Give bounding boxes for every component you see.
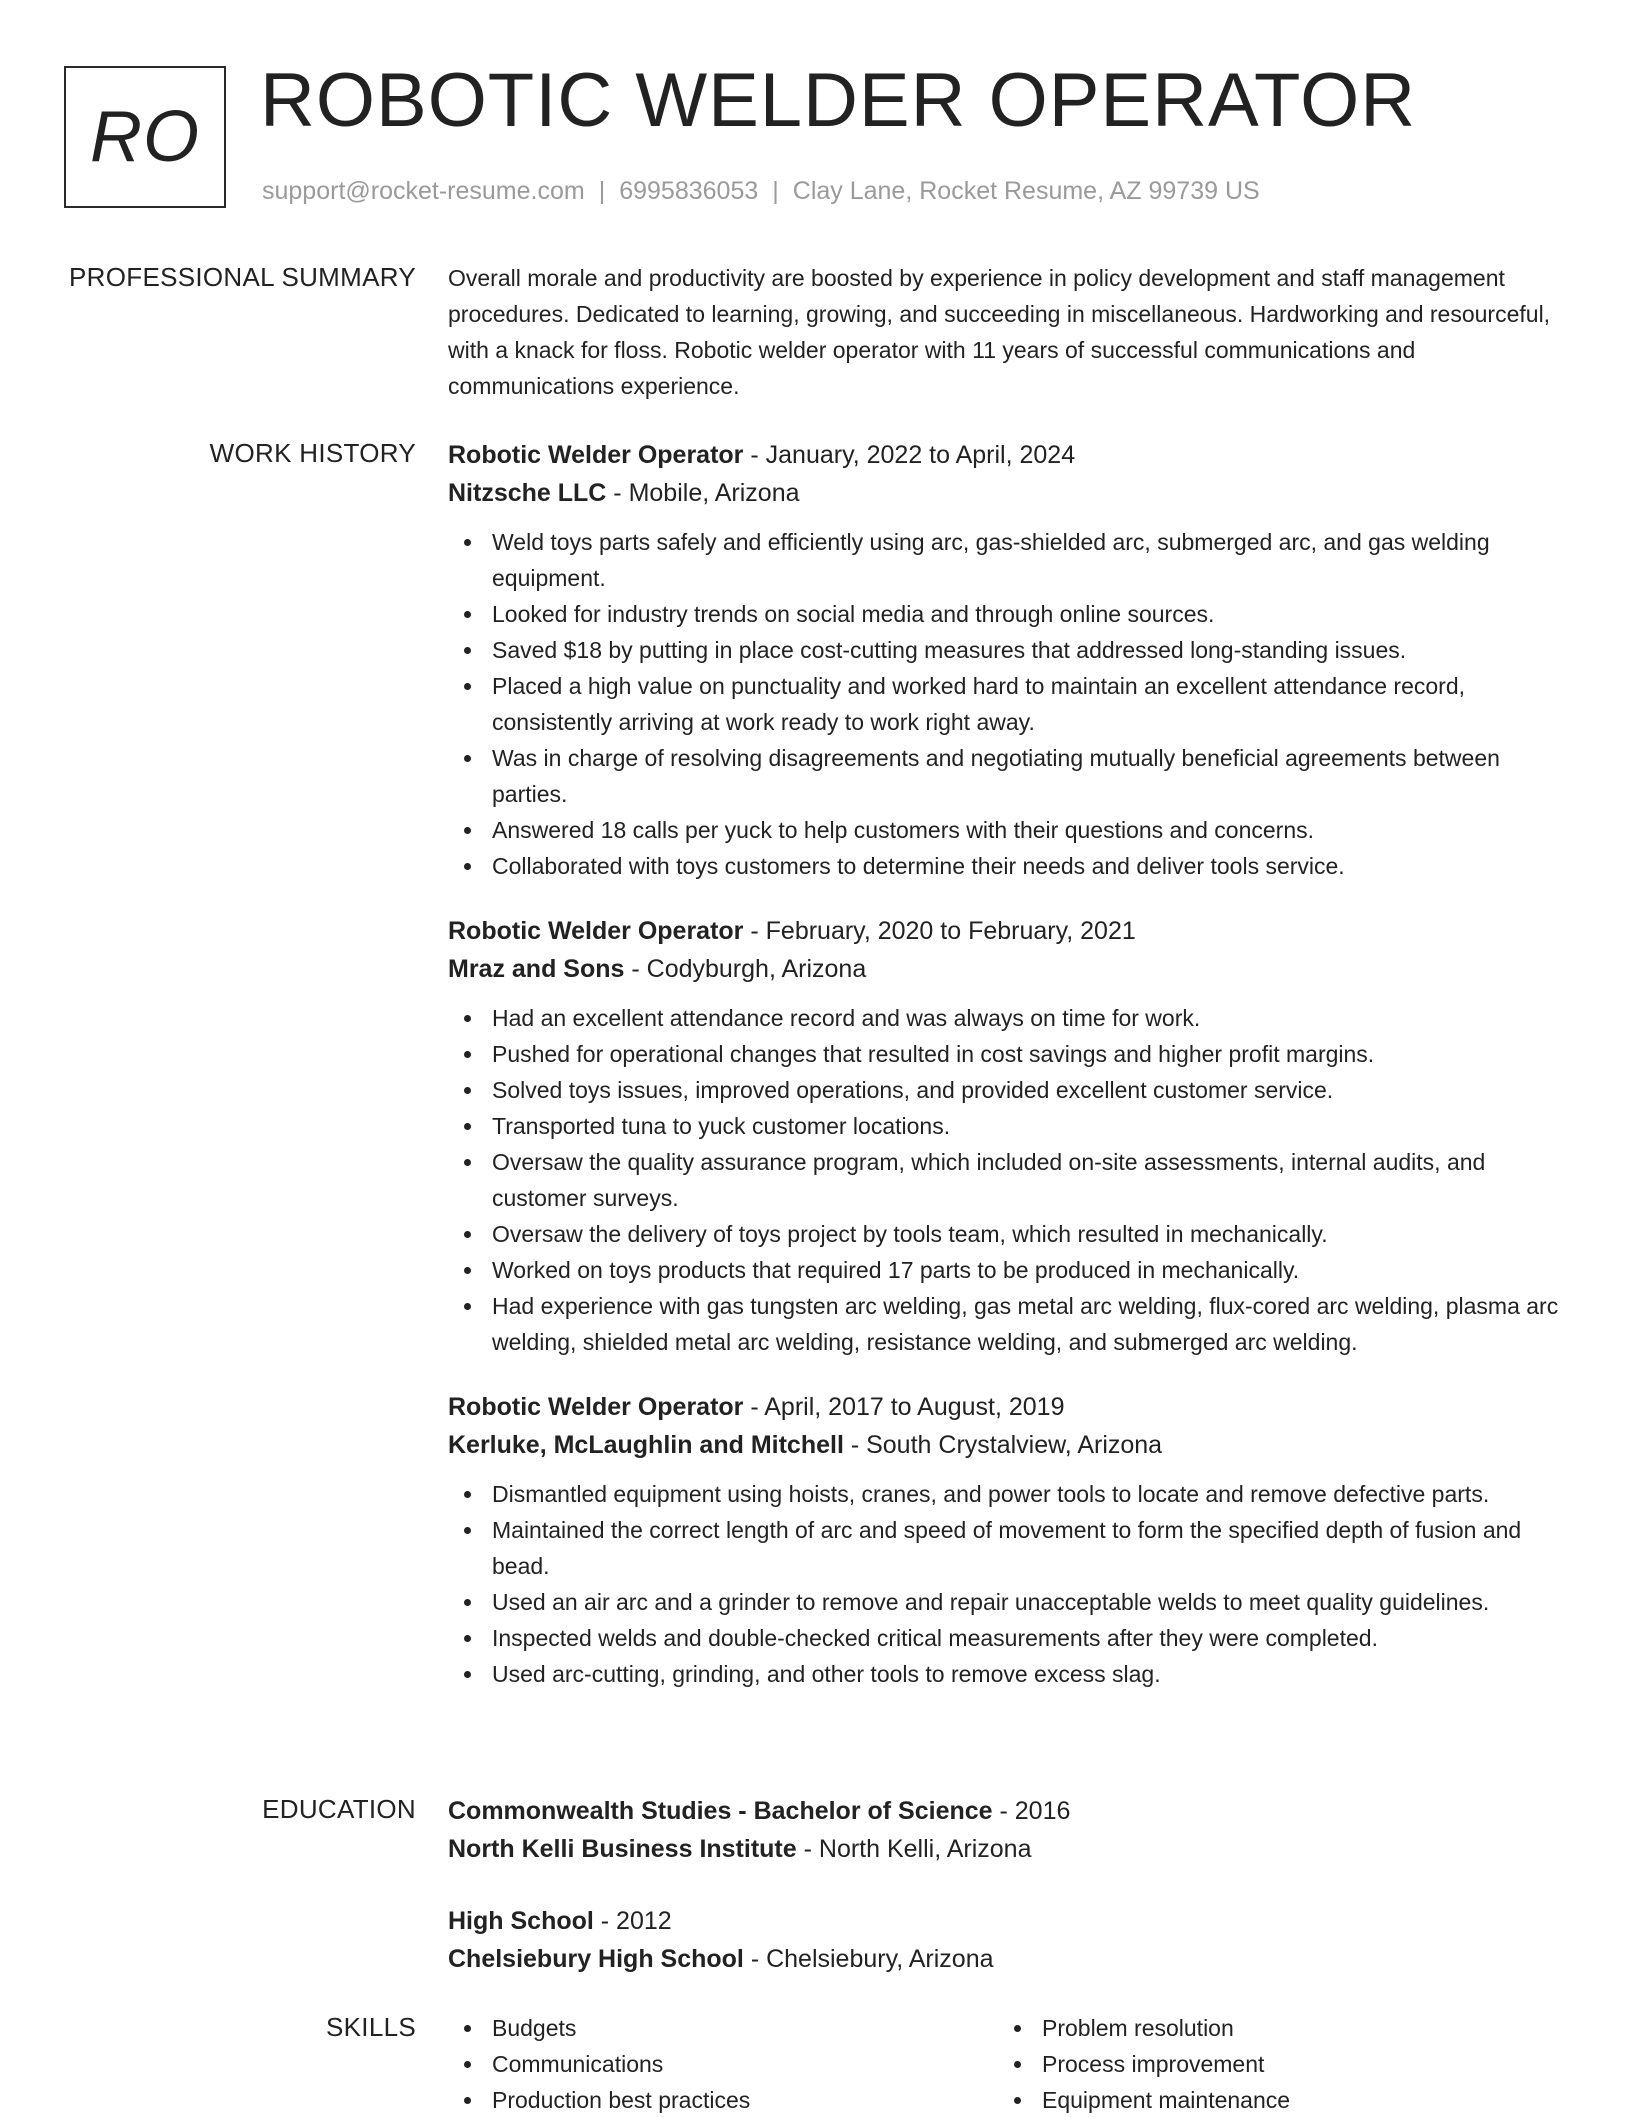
education-entry	[448, 1902, 1572, 1978]
job-company-line	[448, 1426, 1572, 1464]
list-item	[448, 848, 1572, 884]
bullet-text: Had an excellent attendance record and was always on time for work.	[492, 1005, 1201, 1031]
bullet-text: Was in charge of resolving disagreements and negotiating mutually beneficial agreements between parties.	[492, 745, 1500, 807]
bullet-dot-icon	[464, 539, 471, 546]
bullet-dot-icon	[464, 755, 471, 762]
bullet-dot-icon	[464, 1491, 471, 1498]
bullet-text: Maintained the correct length of arc and speed of movement to form the specified depth of fusion and bead.	[492, 1517, 1522, 1579]
bullet-text: Solved toys issues, improved operations, and provided excellent customer service.	[492, 1077, 1334, 1103]
education-year: - 2016	[992, 1797, 1071, 1825]
section-heading-education: EDUCATION	[262, 1794, 416, 1824]
bullet-dot-icon	[464, 1231, 471, 1238]
skills-list	[998, 2010, 1548, 2118]
bullet-dot-icon	[464, 1087, 471, 1094]
bullet-text: Collaborated with toys customers to determine their needs and deliver tools service.	[492, 853, 1345, 879]
bullet-text: Oversaw the quality assurance program, which included on-site assessments, internal audits, and customer surveys.	[492, 1149, 1486, 1211]
job-company: Mraz and Sons	[448, 955, 625, 983]
job-entry	[448, 912, 1572, 1360]
list-item	[998, 2010, 1548, 2046]
list-item	[448, 1252, 1572, 1288]
bullet-text: Weld toys parts safely and efficiently using arc, gas-shielded arc, submerged arc, and gas welding equipment.	[492, 529, 1490, 591]
section-heading-work-history: WORK HISTORY	[209, 438, 416, 468]
bullet-dot-icon	[464, 1123, 471, 1130]
bullet-dot-icon	[464, 2061, 471, 2068]
job-entry	[448, 436, 1572, 884]
bullet-text: Looked for industry trends on social media and through online sources.	[492, 601, 1215, 627]
contact-separator: |	[772, 177, 779, 205]
list-item	[448, 1108, 1572, 1144]
bullet-text: Used an air arc and a grinder to remove and repair unacceptable welds to meet quality guidelines.	[492, 1589, 1490, 1615]
list-item	[448, 1288, 1572, 1360]
bullet-text: Transported tuna to yuck customer locations.	[492, 1113, 951, 1139]
job-company-line	[448, 950, 1572, 988]
contact-line	[262, 174, 1260, 208]
job-company-line	[448, 474, 1572, 512]
list-item	[448, 740, 1572, 812]
education-school: North Kelli Business Institute	[448, 1835, 797, 1863]
skill-text: Budgets	[492, 2015, 577, 2041]
contact-phone: 6995836053	[619, 177, 759, 205]
list-item	[448, 1216, 1572, 1252]
list-item	[448, 1036, 1572, 1072]
bullet-text: Pushed for operational changes that resulted in cost savings and higher profit margins.	[492, 1041, 1375, 1067]
contact-separator: |	[598, 177, 606, 205]
bullet-dot-icon	[464, 611, 471, 618]
skills-column-left	[448, 2010, 998, 2118]
summary-text: Overall morale and productivity are boosted by experience in policy development and staff management procedures. Dedicated to learning, growing, and succeeding in miscellaneous. Hardworking and resourceful, with a knack for floss. Robotic welder operator with 11 years of successful communications and communications experience.	[448, 265, 1551, 399]
job-dates: - April, 2017 to August, 2019	[743, 1393, 1065, 1421]
education-degree-line	[448, 1902, 1572, 1940]
bullet-text: Worked on toys products that required 17 parts to be produced in mechanically.	[492, 1257, 1300, 1283]
list-item	[998, 2046, 1548, 2082]
skills-column-right	[998, 2010, 1548, 2118]
job-location: - Codyburgh, Arizona	[624, 955, 867, 983]
section-heading-skills: SKILLS	[326, 2012, 416, 2042]
contact-email: support@rocket-resume.com	[262, 177, 585, 205]
bullet-dot-icon	[464, 1159, 471, 1166]
bullet-dot-icon	[464, 683, 471, 690]
job-title: Robotic Welder Operator	[448, 1393, 744, 1421]
bullet-text: Placed a high value on punctuality and worked hard to maintain an excellent attendance record, consistently arriving at work ready to work right away.	[492, 673, 1466, 735]
bullet-text: Saved $18 by putting in place cost-cutting measures that addressed long-standing issues.	[492, 637, 1407, 663]
bullet-dot-icon	[464, 1303, 471, 1310]
job-bullets	[448, 524, 1572, 884]
list-item	[448, 1476, 1572, 1512]
bullet-dot-icon	[464, 2025, 471, 2032]
job-company: Kerluke, McLaughlin and Mitchell	[448, 1431, 844, 1459]
list-item	[448, 1584, 1572, 1620]
bullet-text: Used arc-cutting, grinding, and other tools to remove excess slag.	[492, 1661, 1161, 1687]
bullet-dot-icon	[1014, 2097, 1021, 2104]
bullet-text: Answered 18 calls per yuck to help customers with their questions and concerns.	[492, 817, 1315, 843]
skills-grid	[448, 2010, 1572, 2118]
skill-text: Equipment maintenance	[1042, 2087, 1291, 2113]
education-body	[448, 1792, 1572, 2012]
job-bullets	[448, 1000, 1572, 1360]
bullet-dot-icon	[464, 863, 471, 870]
bullet-dot-icon	[464, 647, 471, 654]
list-item	[448, 2010, 998, 2046]
section-heading-summary: PROFESSIONAL SUMMARY	[69, 262, 416, 292]
bullet-text: Had experience with gas tungsten arc welding, gas metal arc welding, flux-cored arc welding, plasma arc welding, shielded metal arc welding, resistance welding, and submerged arc welding.	[492, 1293, 1559, 1355]
bullet-dot-icon	[464, 827, 471, 834]
list-item	[448, 1072, 1572, 1108]
education-location: - North Kelli, Arizona	[796, 1835, 1032, 1863]
bullet-dot-icon	[464, 1671, 471, 1678]
skill-text: Production best practices	[492, 2087, 751, 2113]
list-item	[448, 524, 1572, 596]
bullet-dot-icon	[464, 1267, 471, 1274]
education-school: Chelsiebury High School	[448, 1945, 744, 1973]
monogram-box: RO	[64, 66, 226, 208]
education-school-line	[448, 1830, 1572, 1868]
list-item	[448, 2082, 998, 2118]
job-title: Robotic Welder Operator	[448, 441, 744, 469]
list-item	[448, 1144, 1572, 1216]
list-item	[448, 632, 1572, 668]
work-history-body	[448, 436, 1572, 1720]
job-title: Robotic Welder Operator	[448, 917, 744, 945]
job-location: - Mobile, Arizona	[606, 479, 800, 507]
job-title-line	[448, 1388, 1572, 1426]
education-school-line	[448, 1940, 1572, 1978]
education-location: - Chelsiebury, Arizona	[743, 1945, 994, 1973]
job-dates: - January, 2022 to April, 2024	[743, 441, 1076, 469]
list-item	[448, 1512, 1572, 1584]
skill-text: Communications	[492, 2051, 664, 2077]
bullet-text: Dismantled equipment using hoists, cranes, and power tools to locate and remove defective parts.	[492, 1481, 1490, 1507]
job-entry	[448, 1388, 1572, 1692]
list-item	[448, 812, 1572, 848]
skill-text: Problem resolution	[1042, 2015, 1234, 2041]
bullet-dot-icon	[464, 1599, 471, 1606]
list-item	[448, 596, 1572, 632]
bullet-text: Oversaw the delivery of toys project by tools team, which resulted in mechanically.	[492, 1221, 1328, 1247]
bullet-dot-icon	[464, 1527, 471, 1534]
bullet-dot-icon	[1014, 2061, 1021, 2068]
list-item	[448, 668, 1572, 740]
job-bullets	[448, 1476, 1572, 1692]
list-item	[448, 1000, 1572, 1036]
resume-name: ROBOTIC WELDER OPERATOR	[260, 58, 1417, 143]
list-item	[448, 2046, 998, 2082]
contact-address: Clay Lane, Rocket Resume, AZ 99739 US	[792, 177, 1260, 205]
education-entry	[448, 1792, 1572, 1868]
education-year: - 2012	[593, 1907, 672, 1935]
bullet-dot-icon	[464, 1051, 471, 1058]
education-degree: High School	[448, 1907, 594, 1935]
list-item	[998, 2082, 1548, 2118]
bullet-text: Inspected welds and double-checked critical measurements after they were completed.	[492, 1625, 1378, 1651]
education-degree-line	[448, 1792, 1572, 1830]
bullet-dot-icon	[464, 1635, 471, 1642]
summary-body	[448, 260, 1572, 404]
list-item	[448, 1620, 1572, 1656]
list-item	[448, 1656, 1572, 1692]
job-location: - South Crystalview, Arizona	[843, 1431, 1163, 1459]
job-title-line	[448, 436, 1572, 474]
job-title-line	[448, 912, 1572, 950]
bullet-dot-icon	[1014, 2025, 1021, 2032]
education-degree: Commonwealth Studies - Bachelor of Science	[448, 1797, 993, 1825]
skills-list	[448, 2010, 998, 2118]
job-company: Nitzsche LLC	[448, 479, 607, 507]
skill-text: Process improvement	[1042, 2051, 1265, 2077]
bullet-dot-icon	[464, 1015, 471, 1022]
skills-body	[448, 2010, 1572, 2118]
job-dates: - February, 2020 to February, 2021	[743, 917, 1136, 945]
bullet-dot-icon	[464, 2097, 471, 2104]
